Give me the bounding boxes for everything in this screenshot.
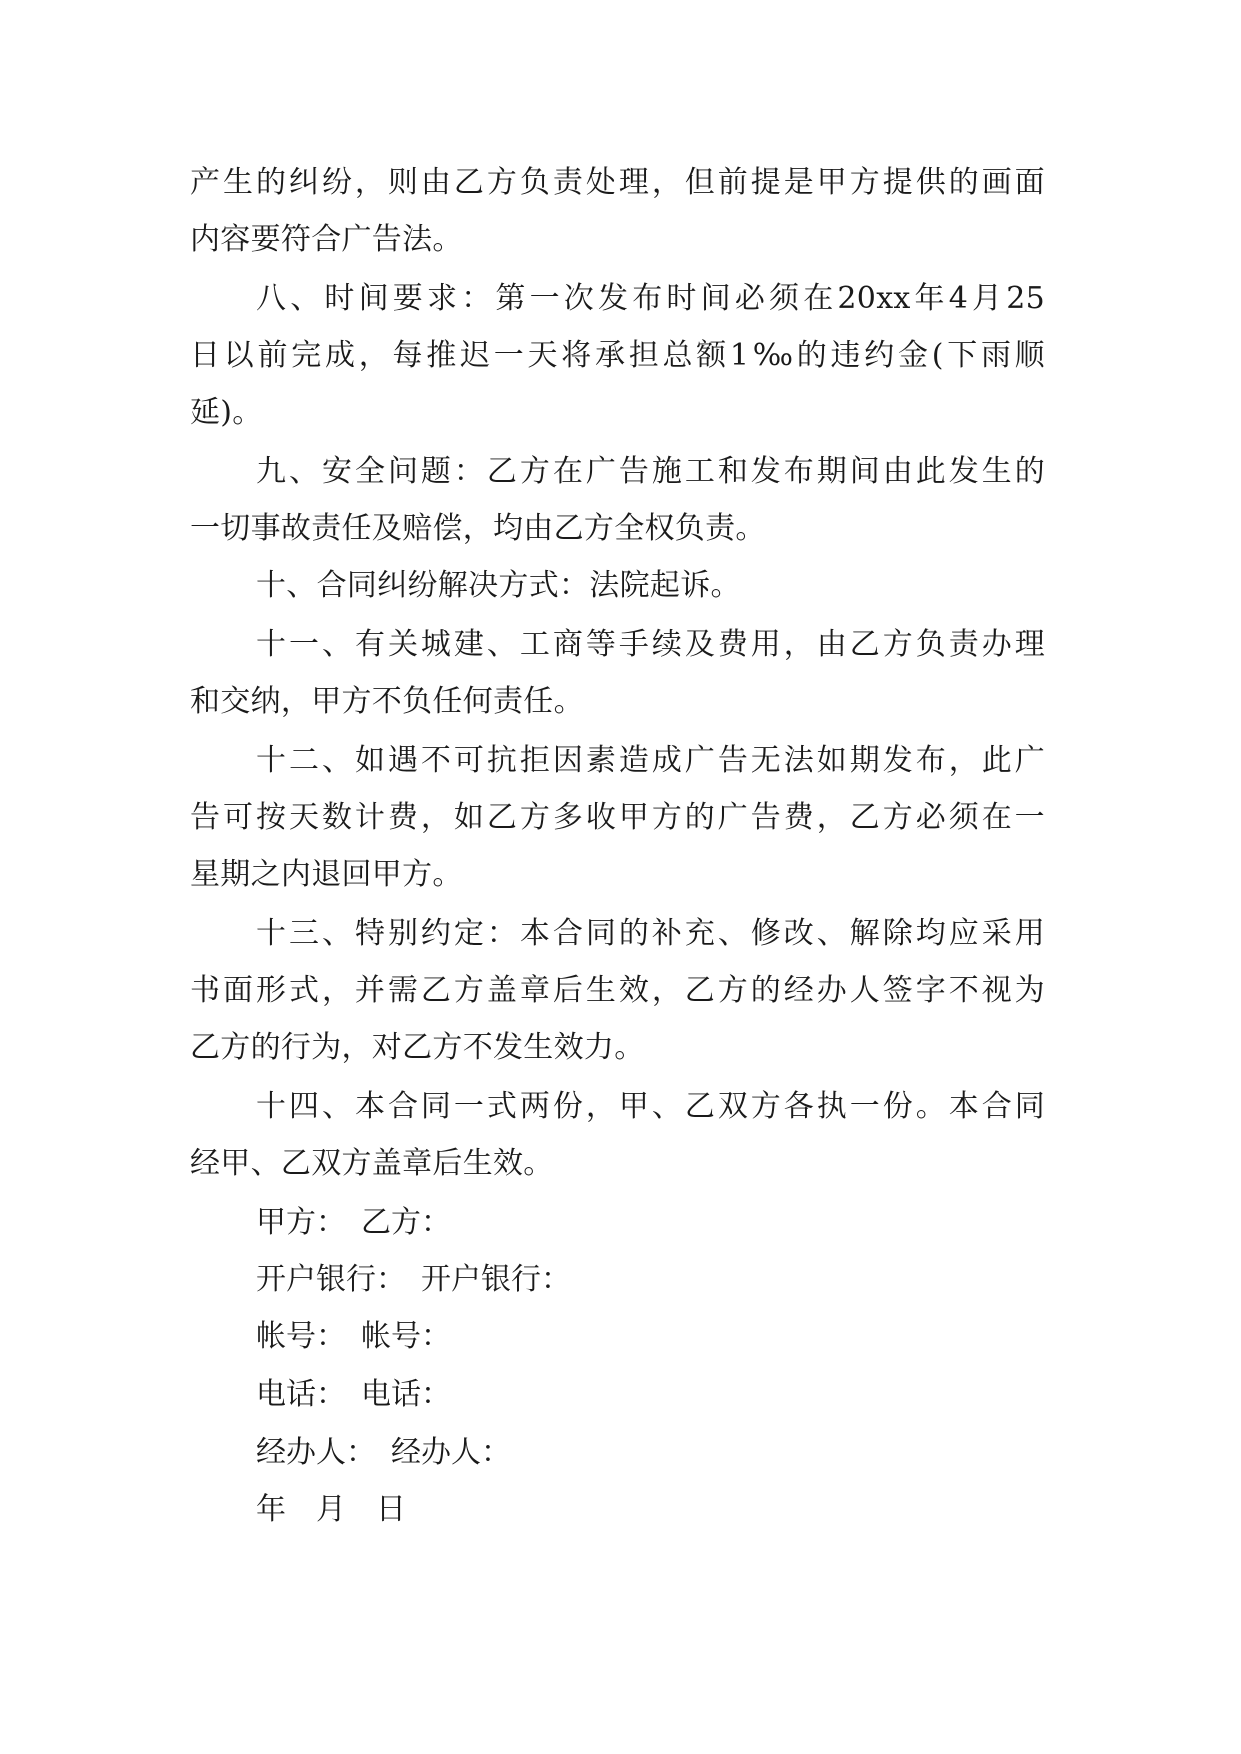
paragraph-line: 星期之内退回甲方。 bbox=[190, 857, 463, 892]
paragraph-line: 十四、本合同一式两份，甲、乙双方各执一份。本合同 bbox=[256, 1089, 1045, 1124]
paragraph-line: 十三、特别约定：本合同的补充、修改、解除均应采用 bbox=[256, 916, 1045, 951]
paragraph-line: 经甲、乙双方盖章后生效。 bbox=[190, 1146, 554, 1181]
paragraph-line: 日以前完成，每推迟一天将承担总额1‰的违约金(下雨顺 bbox=[190, 338, 1045, 373]
signature-date: 年 月 日 bbox=[256, 1492, 406, 1527]
paragraph-line: 内容要符合广告法。 bbox=[190, 222, 463, 257]
paragraph-line: 十、合同纠纷解决方式：法院起诉。 bbox=[256, 568, 741, 603]
paragraph-line: 延)。 bbox=[190, 395, 263, 430]
paragraph-line: 书面形式，并需乙方盖章后生效，乙方的经办人签字不视为 bbox=[190, 973, 1045, 1008]
signature-account: 帐号： 帐号： bbox=[256, 1319, 451, 1354]
paragraph-line: 乙方的行为，对乙方不发生效力。 bbox=[190, 1030, 645, 1065]
paragraph-line: 八、时间要求：第一次发布时间必须在20xx年4月25 bbox=[256, 281, 1045, 316]
signature-bank: 开户银行： 开户银行： bbox=[256, 1262, 571, 1297]
paragraph-line: 十二、如遇不可抗拒因素造成广告无法如期发布，此广 bbox=[256, 743, 1045, 778]
signature-agent: 经办人： 经办人： bbox=[256, 1435, 511, 1470]
paragraph-line: 告可按天数计费，如乙方多收甲方的广告费，乙方必须在一 bbox=[190, 800, 1045, 835]
paragraph-line: 九、安全问题：乙方在广告施工和发布期间由此发生的 bbox=[256, 454, 1045, 489]
paragraph-line: 十一、有关城建、工商等手续及费用，由乙方负责办理 bbox=[256, 627, 1045, 662]
paragraph-line: 产生的纠纷，则由乙方负责处理，但前提是甲方提供的画面 bbox=[190, 165, 1045, 200]
signature-party: 甲方： 乙方： bbox=[256, 1205, 451, 1240]
paragraph-line: 和交纳，甲方不负任何责任。 bbox=[190, 684, 584, 719]
signature-phone: 电话： 电话： bbox=[256, 1377, 451, 1412]
paragraph-line: 一切事故责任及赔偿，均由乙方全权负责。 bbox=[190, 511, 766, 546]
